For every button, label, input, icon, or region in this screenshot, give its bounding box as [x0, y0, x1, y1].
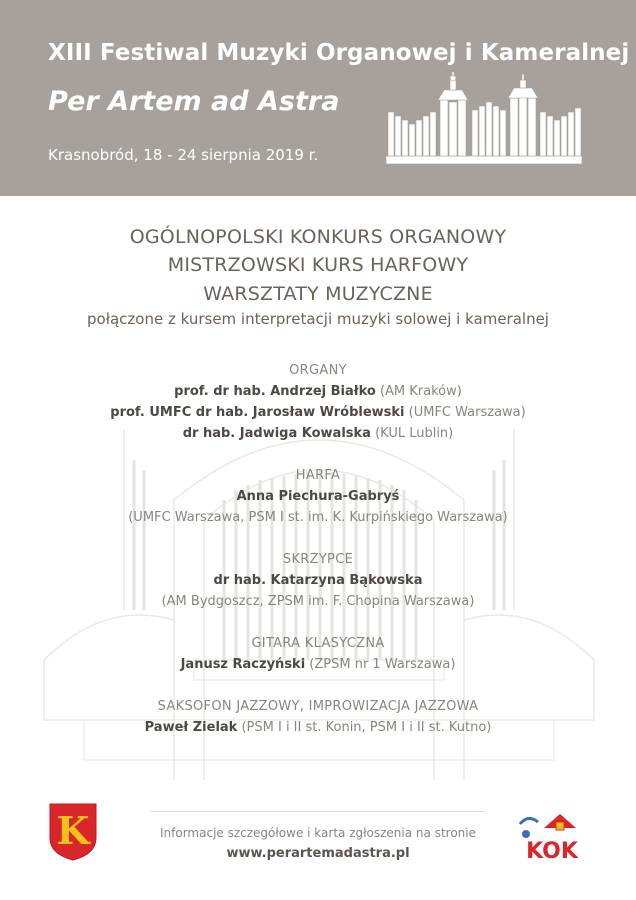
headline-harp-masterclass: MISTRZOWSKI KURS HARFOWY: [167, 254, 469, 276]
section-title: SKRZYPCE: [282, 552, 354, 567]
festival-header: [0, 0, 636, 196]
section-organy: [0, 360, 636, 444]
person-line: [0, 717, 636, 738]
kok-logo-text: KOK: [526, 839, 578, 864]
section-gitara: [0, 633, 636, 675]
section-title: HARFA: [295, 468, 341, 483]
person-affiliation: (UMFC Warszawa, PSM I st. im. K. Kurpińskiego Warszawa): [128, 510, 508, 525]
festival-title: XIII Festiwal Muzyki Organowej i Kameralnej: [48, 40, 630, 66]
crest-letter: K: [56, 808, 90, 853]
section-title: SAKSOFON JAZZOWY, IMPROWIZACJA JAZZOWA: [157, 699, 479, 714]
person-affiliation: (AM Bydgoszcz, ZPSM im. F. Chopina Warszawa): [161, 594, 475, 609]
footer-info-text: Informacje szczegółowe i karta zgłoszenia na stronie: [160, 826, 476, 840]
person-name: Janusz Raczyński: [180, 657, 306, 672]
person-affiliation: (UMFC Warszawa): [404, 405, 526, 420]
footer-divider: [150, 811, 486, 812]
headline-music-workshops: WARSZTATY MUZYCZNE: [203, 283, 433, 305]
headline-subtitle: połączone z kursem interpretacji muzyki solowej i kameralnej: [87, 310, 549, 328]
person-line: [0, 570, 636, 591]
organ-pipes-icon: [386, 72, 582, 164]
person-name: Anna Piechura-Gabryś: [236, 489, 400, 504]
festival-subtitle: Per Artem ad Astra: [48, 86, 340, 117]
person-line: [0, 381, 636, 402]
section-title: ORGANY: [289, 363, 347, 378]
person-affiliation: (PSM I i II st. Konin, PSM I i II st. Kutno): [237, 720, 492, 735]
person-name: dr hab. Katarzyna Bąkowska: [213, 573, 423, 588]
person-affiliation: (ZPSM nr 1 Warszawa): [305, 657, 456, 672]
section-harfa: [0, 465, 636, 528]
headline-organ-competition: OGÓLNOPOLSKI KONKURS ORGANOWY: [129, 226, 507, 248]
section-title: GITARA KLASYCZNA: [251, 636, 385, 651]
kok-logo-icon: [516, 806, 586, 866]
section-saksofon: [0, 696, 636, 738]
person-affiliation: (KUL Lublin): [370, 426, 454, 441]
instructor-sections: [0, 360, 636, 759]
person-name: prof. dr hab. Andrzej Białko: [174, 384, 376, 399]
person-name: prof. UMFC dr hab. Jarosław Wróblewski: [110, 405, 405, 420]
festival-date: Krasnobród, 18 - 24 sierpnia 2019 r.: [48, 146, 319, 164]
person-affiliation: (AM Kraków): [375, 384, 462, 399]
person-line: [0, 654, 636, 675]
person-line: [0, 486, 636, 507]
person-line: [0, 402, 636, 423]
website-link[interactable]: www.perartemadastra.pl: [226, 846, 410, 861]
person-line: [0, 423, 636, 444]
person-name: Paweł Zielak: [144, 720, 238, 735]
person-name: dr hab. Jadwiga Kowalska: [182, 426, 371, 441]
section-skrzypce: [0, 549, 636, 612]
